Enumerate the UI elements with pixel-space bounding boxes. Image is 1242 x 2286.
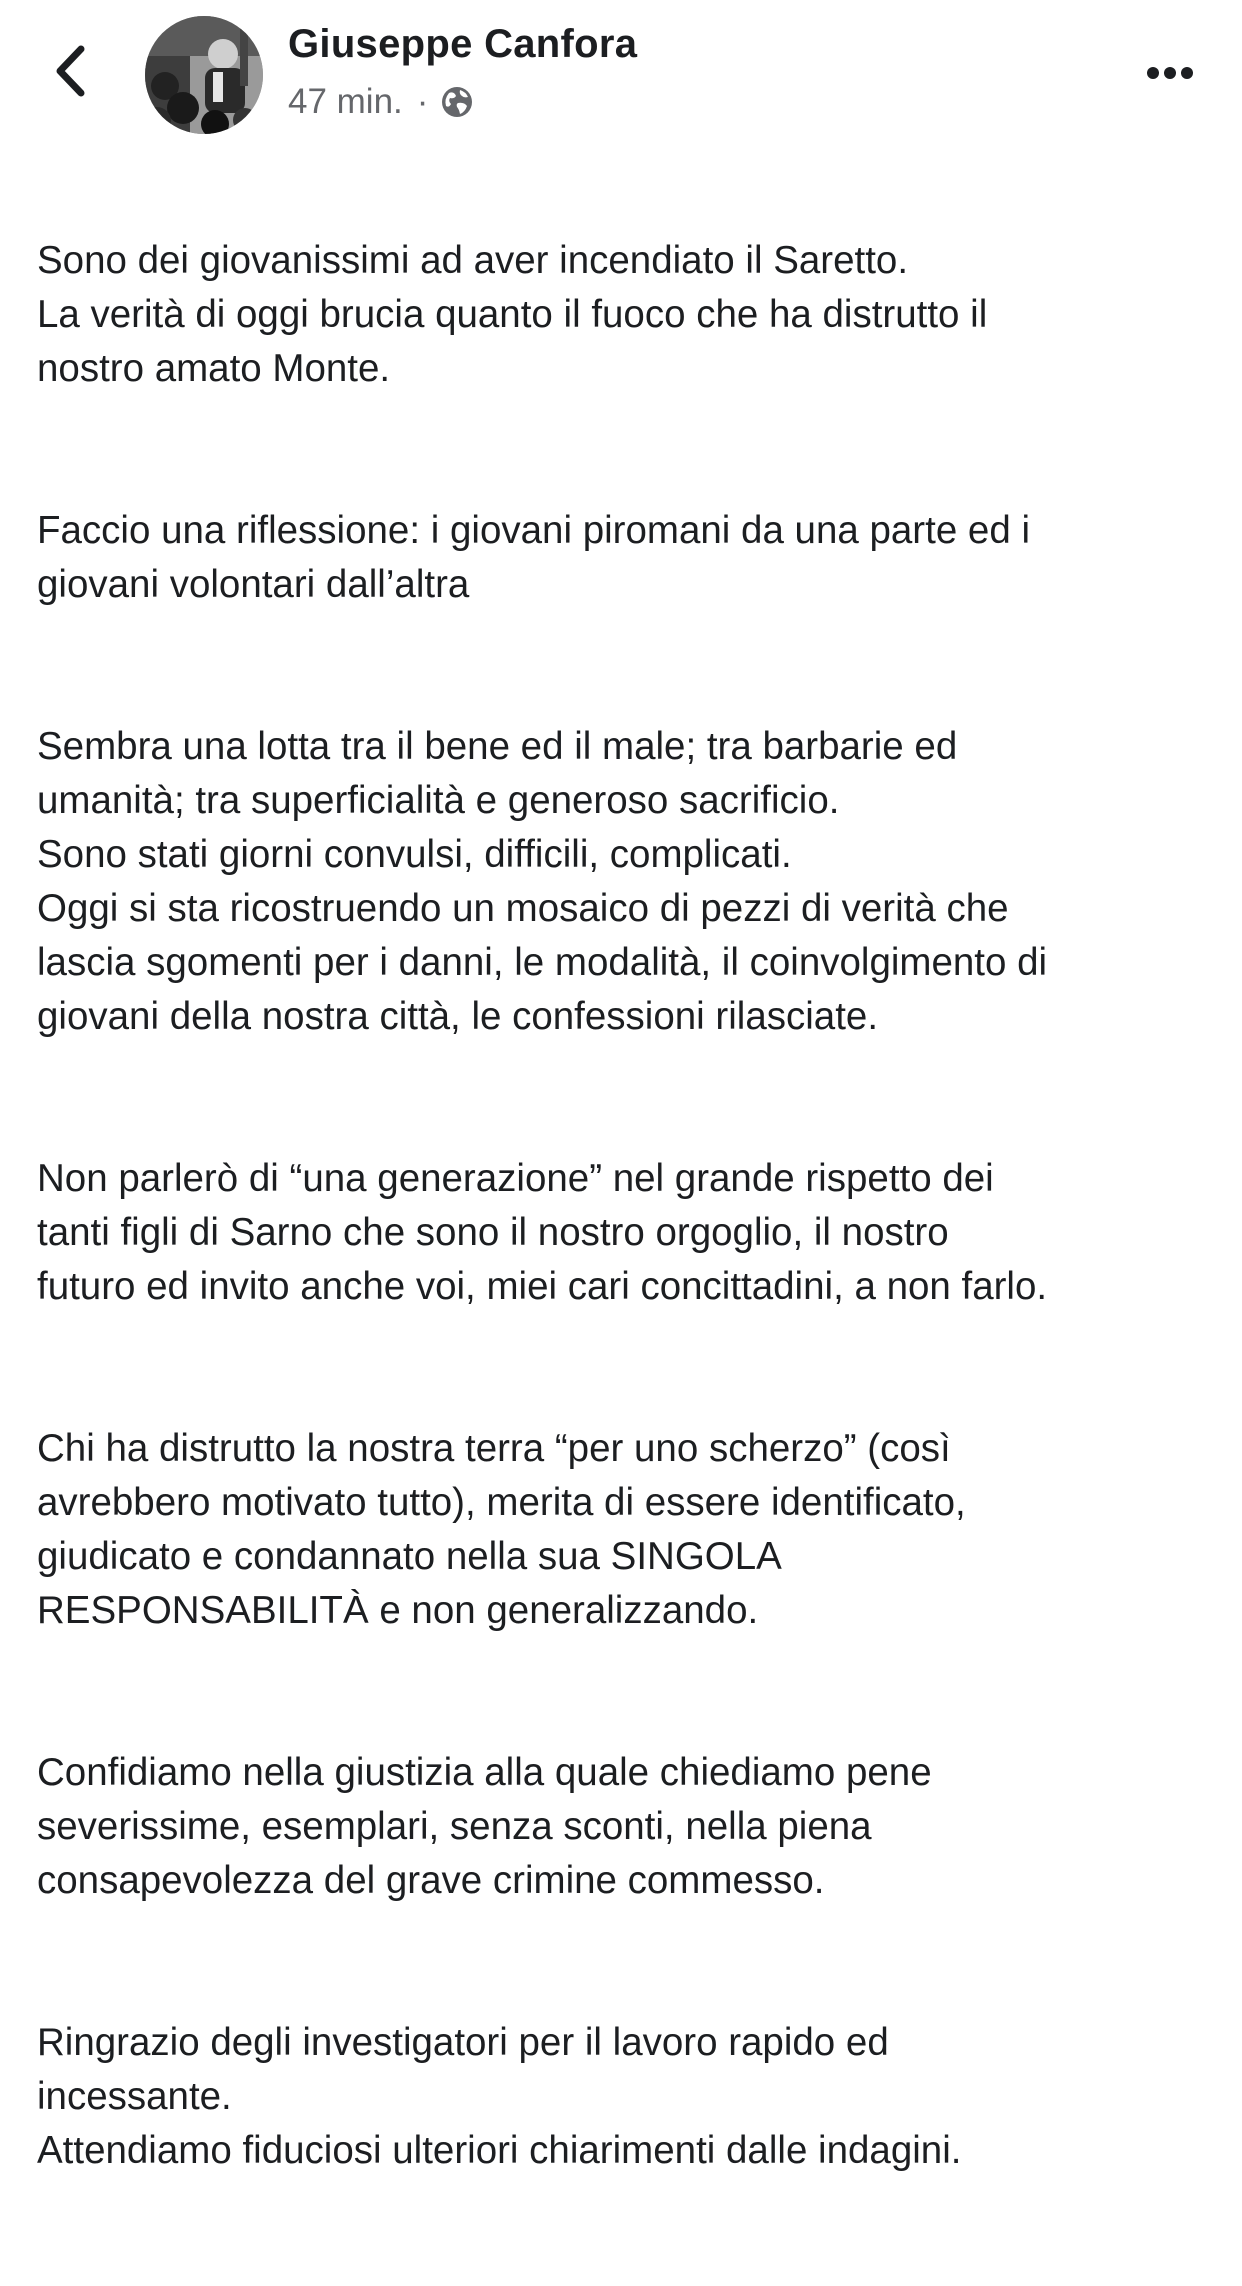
post-paragraph: Sono dei giovanissimi ad aver incendiato il Saretto. La verità di oggi brucia quanto il fuoco che ha distrutto il nostro amato Monte. xyxy=(37,239,988,390)
author-avatar[interactable] xyxy=(145,16,263,134)
post-paragraph: Chi ha distrutto la nostra terra “per uno scherzo” (così avrebbero motivato tutto), merita di essere identificato, giudicato e condannato nella sua SINGOLA RESPONSABILITÀ e non generalizzando. xyxy=(37,1427,966,1632)
back-button[interactable] xyxy=(40,38,100,108)
post-paragraph: Non parlerò di “una generazione” nel grande rispetto dei tanti figli di Sarno che sono il nostro orgoglio, il nostro futuro ed invito anche voi, miei cari concittadini, a non farlo. xyxy=(37,1157,1048,1308)
author-name[interactable]: Giuseppe Canfora xyxy=(288,22,638,66)
post-timestamp[interactable]: 47 min. xyxy=(288,82,403,121)
post-paragraph: Faccio una riflessione: i giovani piromani da una parte ed i giovani volontari dall’altra xyxy=(37,509,1031,606)
post-paragraph: Sembra una lotta tra il bene ed il male; tra barbarie ed umanità; tra superficialità e generoso sacrificio. Sono stati giorni convulsi, difficili, complicati. Oggi si sta ricostruendo un mosaico di pezzi di verità che lascia sgomenti per i danni, le modalità, il coinvolgimento di giovani della nostra città, le confessioni rilasciate. xyxy=(37,725,1048,1038)
globe-icon[interactable] xyxy=(440,85,474,119)
more-options-button[interactable] xyxy=(1130,50,1210,100)
more-horizontal-icon xyxy=(1146,66,1194,85)
chevron-left-icon xyxy=(53,45,87,102)
post-header xyxy=(0,0,1242,150)
post-paragraph: Confidiamo nella giustizia alla quale chiediamo pene severissime, esemplari, senza sconti, nella piena consapevolezza del grave crimine commesso. xyxy=(37,1751,932,1902)
post-paragraph: Ringrazio degli investigatori per il lavoro rapido ed incessante. Attendiamo fiduciosi ulteriori chiarimenti dalle indagini. xyxy=(37,2021,962,2172)
post-text xyxy=(37,180,1217,2286)
meta-separator: · xyxy=(416,82,429,121)
post-meta xyxy=(288,80,474,124)
